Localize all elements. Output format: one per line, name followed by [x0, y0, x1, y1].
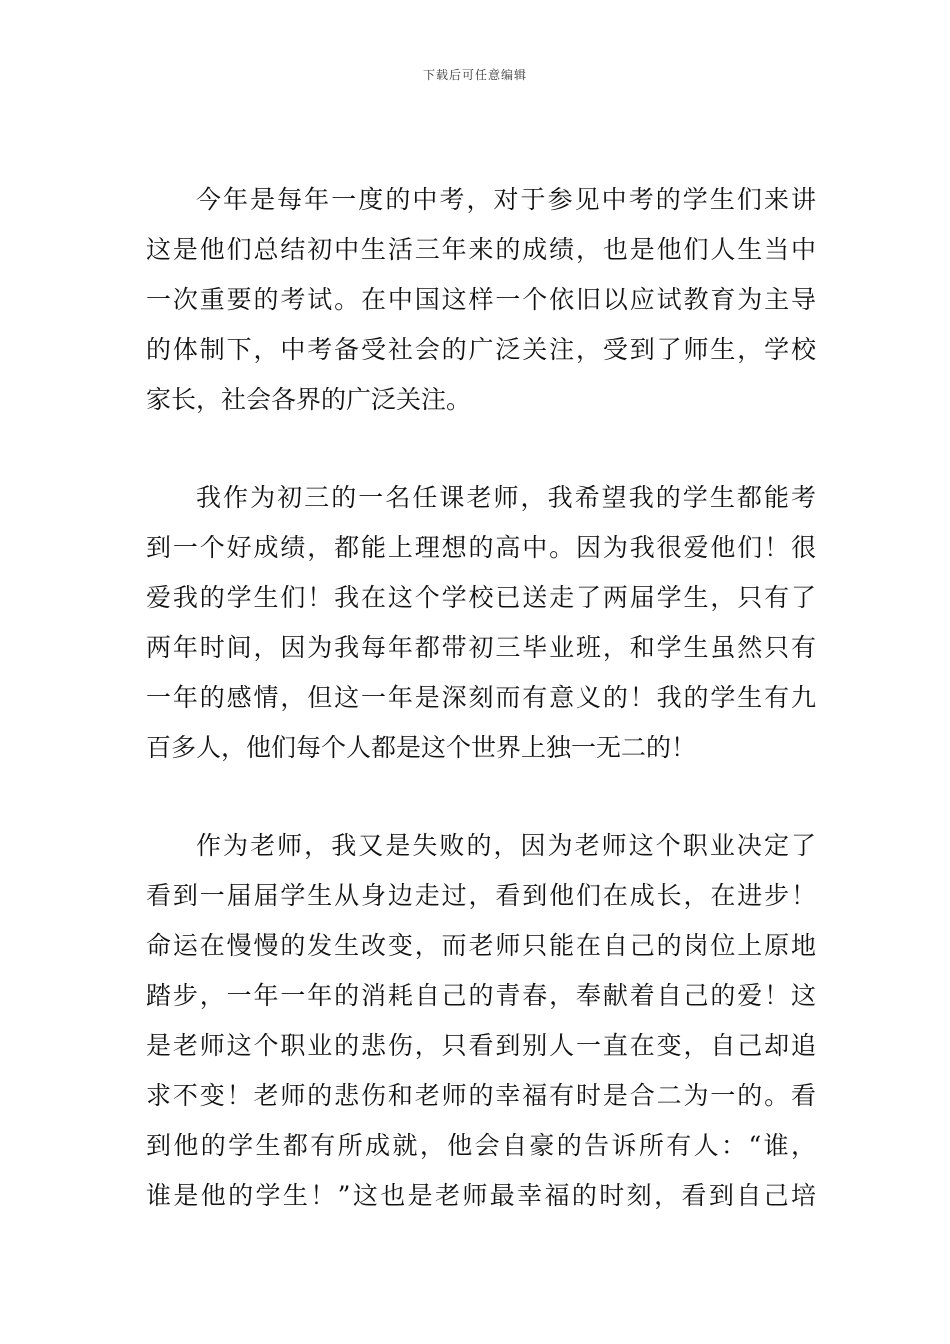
text-line: 一次重要的考试。在中国这样一个依旧以应试教育为主导: [146, 285, 816, 314]
text-line: 是老师这个职业的悲伤，只看到别人一直在变，自己却追: [146, 1031, 816, 1060]
text-line: 谁是他的学生！”这也是老师最幸福的时刻，看到自己培: [146, 1181, 816, 1210]
text-line: 一年的感情，但这一年是深刻而有意义的！我的学生有九: [146, 683, 816, 712]
text-line: 今年是每年一度的中考，对于参见中考的学生们来讲: [196, 185, 816, 214]
text-line: 两年时间，因为我每年都带初三毕业班，和学生虽然只有: [146, 633, 816, 662]
text-line: 我作为初三的一名任课老师，我希望我的学生都能考: [196, 483, 816, 512]
page-header: 下载后可任意编辑: [422, 68, 527, 82]
text-line: 爱我的学生们！我在这个学校已送走了两届学生，只有了: [146, 583, 816, 612]
text-line: 家长，社会各界的广泛关注。: [146, 385, 472, 414]
text-line: 求不变！老师的悲伤和老师的幸福有时是合二为一的。看: [146, 1081, 816, 1110]
text-line: 到一个好成绩，都能上理想的高中。因为我很爱他们！很: [146, 533, 816, 562]
text-line: 踏步，一年一年的消耗自己的青春，奉献着自己的爱！这: [146, 981, 816, 1010]
text-line: 的体制下，中考备受社会的广泛关注，受到了师生，学校: [146, 335, 816, 364]
text-line: 命运在慢慢的发生改变，而老师只能在自己的岗位上原地: [146, 931, 816, 960]
text-line: 百多人，他们每个人都是这个世界上独一无二的！: [146, 733, 697, 762]
text-line: 作为老师，我又是失败的，因为老师这个职业决定了: [196, 831, 816, 860]
text-line: 这是他们总结初中生活三年来的成绩，也是他们人生当中: [146, 235, 816, 264]
text-line: 看到一届届学生从身边走过，看到他们在成长，在进步！: [146, 881, 816, 910]
text-line: 到他的学生都有所成就，他会自豪的告诉所有人：“谁，: [146, 1131, 816, 1160]
